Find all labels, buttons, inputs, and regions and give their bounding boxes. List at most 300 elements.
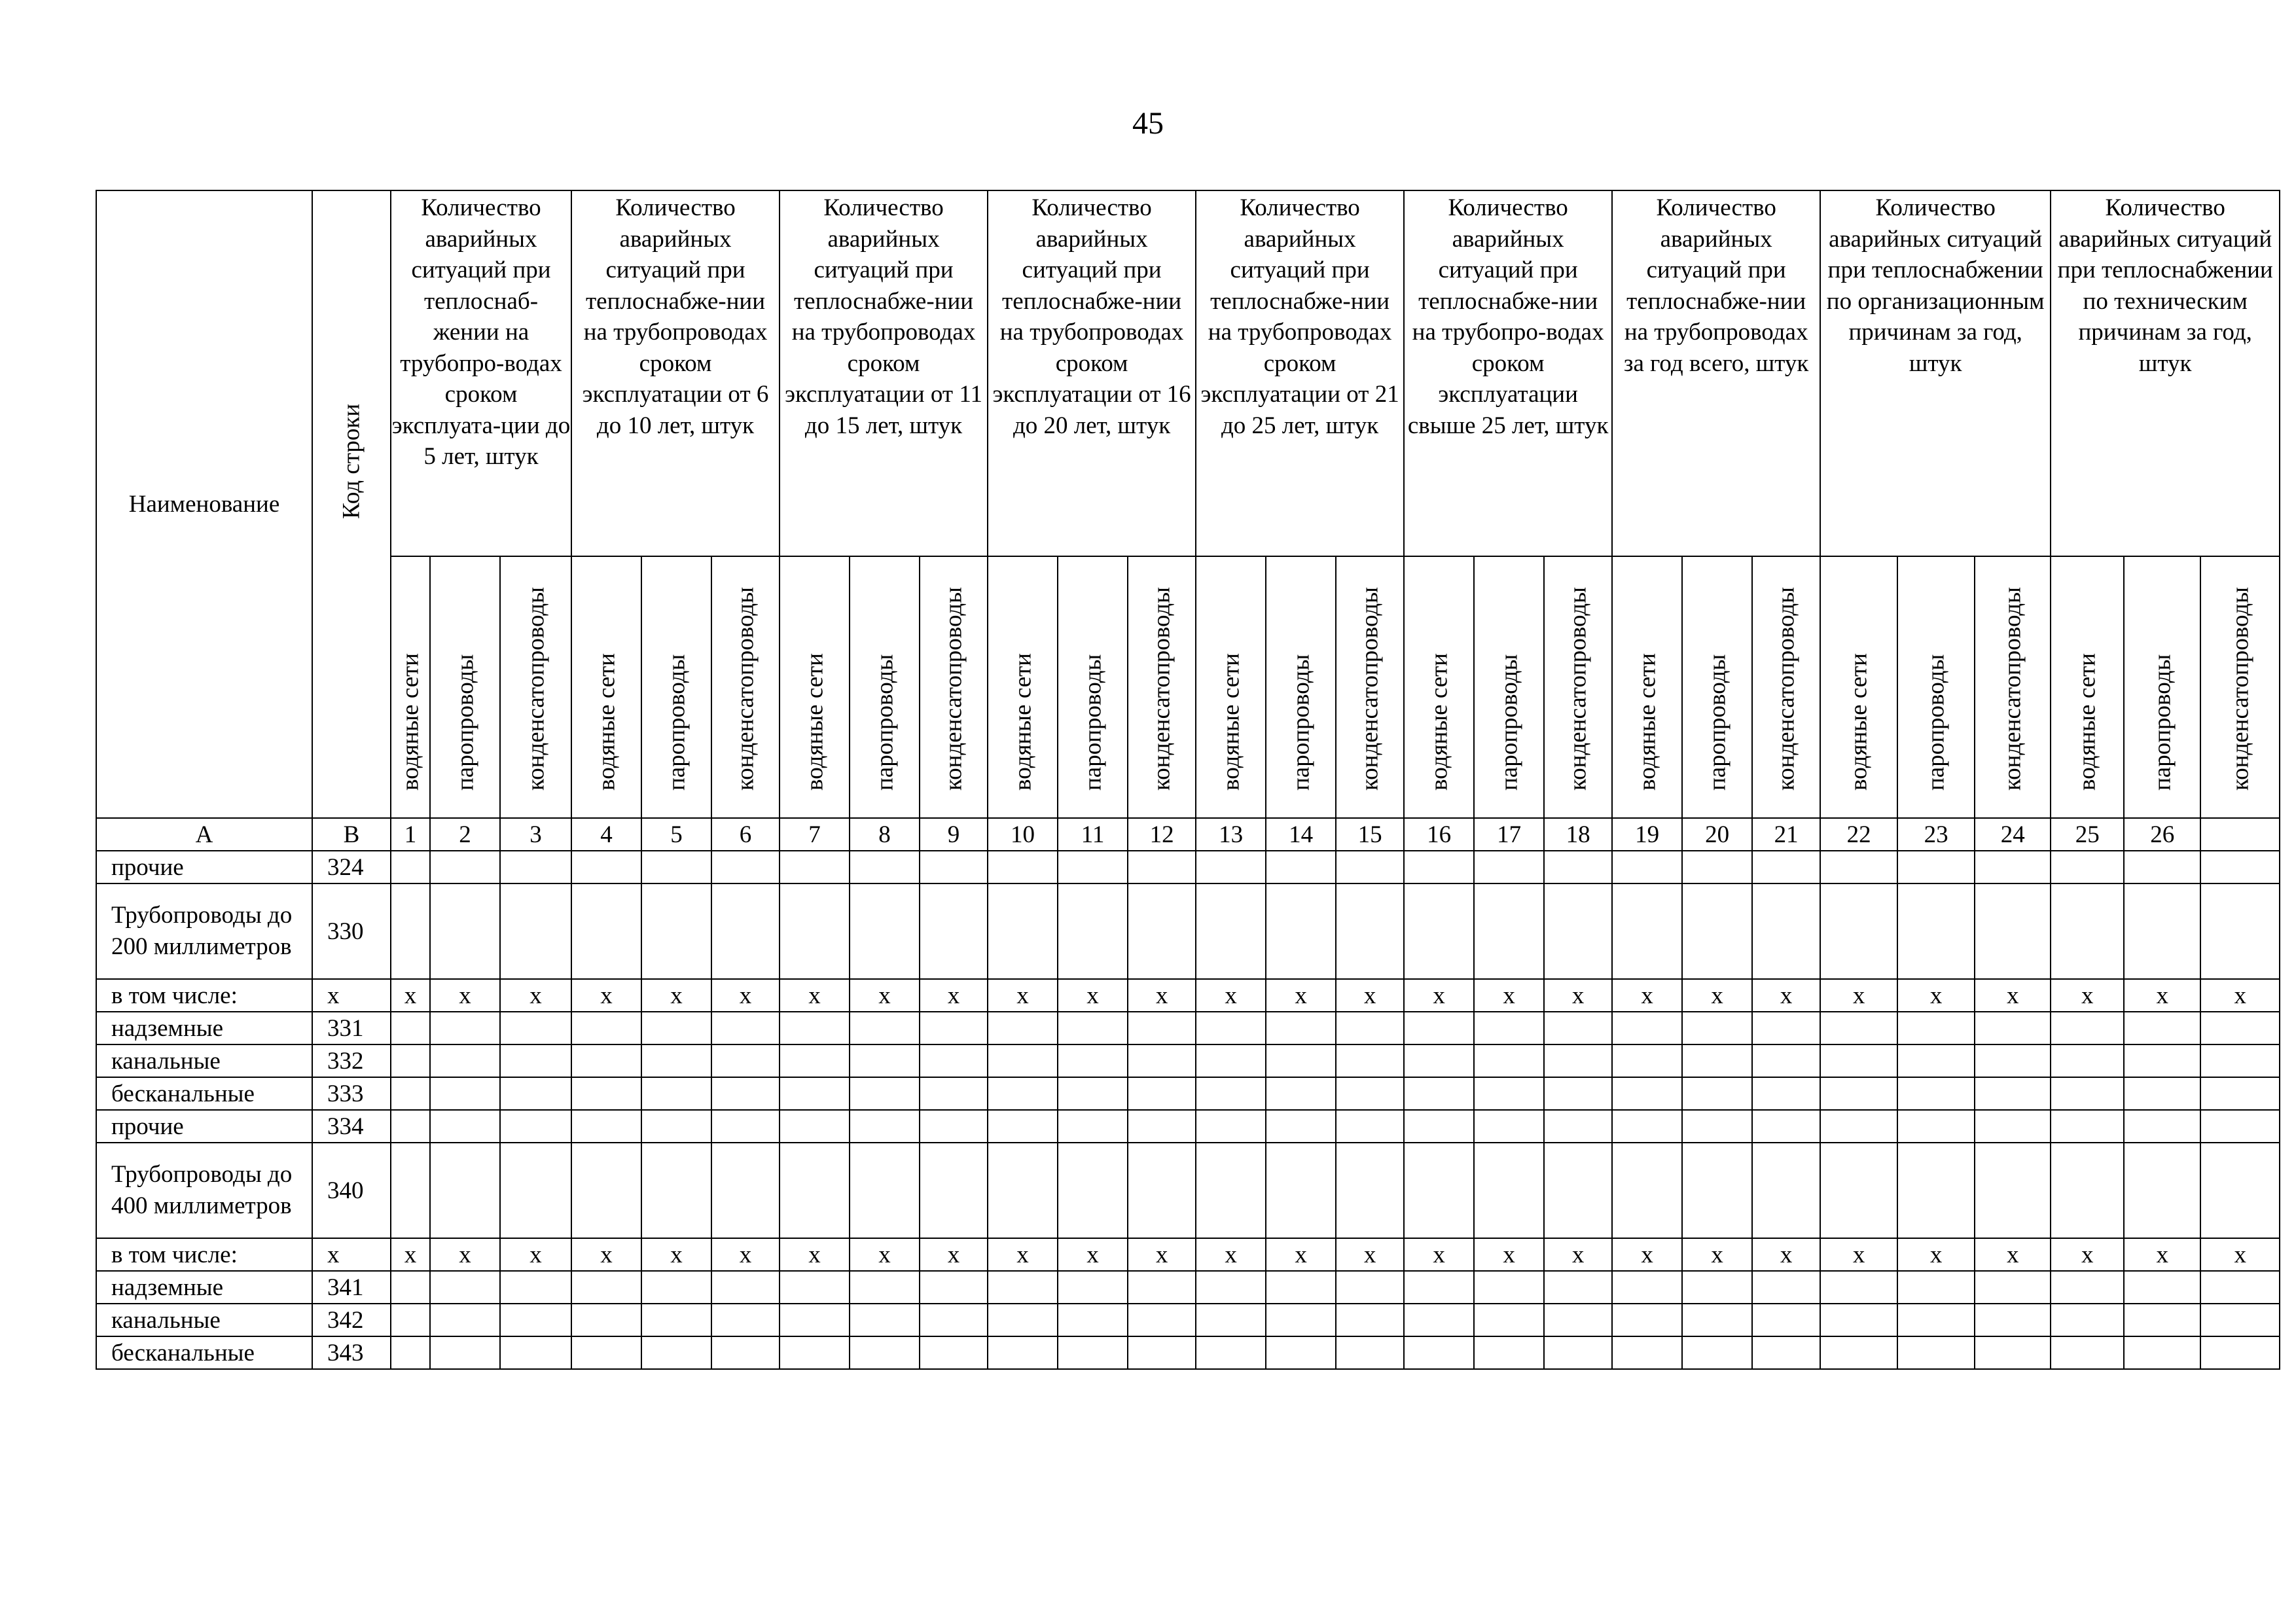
data-cell[interactable]: [1544, 1110, 1612, 1143]
data-cell[interactable]: [571, 1012, 641, 1044]
data-cell[interactable]: [1336, 1077, 1404, 1110]
data-cell[interactable]: [1544, 1143, 1612, 1238]
data-cell[interactable]: [500, 1271, 571, 1304]
data-cell[interactable]: [1820, 1143, 1897, 1238]
data-cell[interactable]: [1196, 1271, 1266, 1304]
data-cell[interactable]: [1897, 1304, 1975, 1336]
data-cell[interactable]: [780, 1044, 850, 1077]
data-cell[interactable]: [1266, 851, 1336, 883]
data-cell[interactable]: [391, 1304, 430, 1336]
data-cell[interactable]: х: [430, 1238, 500, 1271]
data-cell[interactable]: [711, 1044, 780, 1077]
data-cell[interactable]: х: [641, 1238, 711, 1271]
data-cell[interactable]: [391, 883, 430, 979]
data-cell[interactable]: [1474, 1044, 1544, 1077]
data-cell[interactable]: [711, 1077, 780, 1110]
data-cell[interactable]: х: [430, 979, 500, 1012]
data-cell[interactable]: [571, 1044, 641, 1077]
data-cell[interactable]: [641, 1336, 711, 1369]
data-cell[interactable]: [920, 1012, 988, 1044]
data-cell[interactable]: [1752, 1110, 1820, 1143]
data-cell[interactable]: [1336, 1012, 1404, 1044]
data-cell[interactable]: [920, 1336, 988, 1369]
data-cell[interactable]: [988, 883, 1058, 979]
data-cell[interactable]: [2200, 1012, 2280, 1044]
data-cell[interactable]: [430, 1110, 500, 1143]
data-cell[interactable]: х: [1128, 979, 1196, 1012]
data-cell[interactable]: [1336, 851, 1404, 883]
data-cell[interactable]: х: [571, 979, 641, 1012]
data-cell[interactable]: [430, 1044, 500, 1077]
data-cell[interactable]: [2124, 1304, 2200, 1336]
data-cell[interactable]: [1474, 1012, 1544, 1044]
data-cell[interactable]: [780, 1336, 850, 1369]
data-cell[interactable]: х: [641, 979, 711, 1012]
data-cell[interactable]: [1897, 1143, 1975, 1238]
data-cell[interactable]: [920, 851, 988, 883]
data-cell[interactable]: [1128, 883, 1196, 979]
data-cell[interactable]: х: [988, 979, 1058, 1012]
data-cell[interactable]: [920, 1044, 988, 1077]
data-cell[interactable]: [391, 1271, 430, 1304]
data-cell[interactable]: [1820, 1077, 1897, 1110]
data-cell[interactable]: [2124, 1044, 2200, 1077]
data-cell[interactable]: [571, 1271, 641, 1304]
data-cell[interactable]: [2200, 1271, 2280, 1304]
data-cell[interactable]: [1404, 1304, 1474, 1336]
data-cell[interactable]: [2200, 1143, 2280, 1238]
data-cell[interactable]: х: [500, 979, 571, 1012]
data-cell[interactable]: [1266, 1336, 1336, 1369]
data-cell[interactable]: х: [2124, 979, 2200, 1012]
data-cell[interactable]: [1820, 1012, 1897, 1044]
data-cell[interactable]: [430, 1304, 500, 1336]
data-cell[interactable]: [1404, 1077, 1474, 1110]
data-cell[interactable]: [1128, 1110, 1196, 1143]
data-cell[interactable]: [1820, 883, 1897, 979]
data-cell[interactable]: х: [988, 1238, 1058, 1271]
data-cell[interactable]: х: [1820, 979, 1897, 1012]
data-cell[interactable]: [850, 1304, 920, 1336]
data-cell[interactable]: [1128, 1271, 1196, 1304]
data-cell[interactable]: [920, 1143, 988, 1238]
data-cell[interactable]: [1266, 1110, 1336, 1143]
data-cell[interactable]: х: [1975, 1238, 2051, 1271]
data-cell[interactable]: [1612, 883, 1682, 979]
data-cell[interactable]: [1612, 1336, 1682, 1369]
data-cell[interactable]: х: [2051, 1238, 2124, 1271]
data-cell[interactable]: [1820, 1110, 1897, 1143]
data-cell[interactable]: [1682, 1143, 1752, 1238]
data-cell[interactable]: х: [1544, 1238, 1612, 1271]
data-cell[interactable]: х: [1897, 979, 1975, 1012]
data-cell[interactable]: [2051, 851, 2124, 883]
data-cell[interactable]: [430, 1336, 500, 1369]
data-cell[interactable]: [850, 1077, 920, 1110]
data-cell[interactable]: [850, 883, 920, 979]
data-cell[interactable]: [430, 851, 500, 883]
data-cell[interactable]: [1336, 1110, 1404, 1143]
data-cell[interactable]: [1474, 883, 1544, 979]
data-cell[interactable]: [850, 1271, 920, 1304]
data-cell[interactable]: [430, 883, 500, 979]
data-cell[interactable]: х: [2124, 1238, 2200, 1271]
data-cell[interactable]: [1404, 1271, 1474, 1304]
data-cell[interactable]: х: [2051, 979, 2124, 1012]
data-cell[interactable]: [2051, 1143, 2124, 1238]
data-cell[interactable]: [780, 1077, 850, 1110]
data-cell[interactable]: [711, 1271, 780, 1304]
data-cell[interactable]: [1612, 1304, 1682, 1336]
data-cell[interactable]: [2200, 851, 2280, 883]
data-cell[interactable]: [850, 1336, 920, 1369]
data-cell[interactable]: [2124, 1271, 2200, 1304]
data-cell[interactable]: [1196, 1012, 1266, 1044]
data-cell[interactable]: [1404, 851, 1474, 883]
data-cell[interactable]: [500, 1044, 571, 1077]
data-cell[interactable]: [1752, 1044, 1820, 1077]
data-cell[interactable]: [1196, 1110, 1266, 1143]
data-cell[interactable]: [500, 1336, 571, 1369]
data-cell[interactable]: [2200, 1110, 2280, 1143]
data-cell[interactable]: [1975, 1012, 2051, 1044]
data-cell[interactable]: х: [850, 979, 920, 1012]
data-cell[interactable]: [391, 1336, 430, 1369]
data-cell[interactable]: [1752, 1077, 1820, 1110]
data-cell[interactable]: [1682, 1110, 1752, 1143]
data-cell[interactable]: [1752, 1012, 1820, 1044]
data-cell[interactable]: [1752, 883, 1820, 979]
data-cell[interactable]: [1128, 851, 1196, 883]
data-cell[interactable]: [1058, 1336, 1128, 1369]
data-cell[interactable]: [920, 1271, 988, 1304]
data-cell[interactable]: [1336, 1143, 1404, 1238]
data-cell[interactable]: [2124, 883, 2200, 979]
data-cell[interactable]: [850, 1012, 920, 1044]
data-cell[interactable]: [1975, 1271, 2051, 1304]
data-cell[interactable]: [1336, 1044, 1404, 1077]
data-cell[interactable]: [641, 1271, 711, 1304]
data-cell[interactable]: х: [391, 979, 430, 1012]
data-cell[interactable]: х: [780, 979, 850, 1012]
data-cell[interactable]: х: [1474, 1238, 1544, 1271]
data-cell[interactable]: [988, 1143, 1058, 1238]
data-cell[interactable]: [1404, 883, 1474, 979]
data-cell[interactable]: х: [391, 1238, 430, 1271]
data-cell[interactable]: [1128, 1336, 1196, 1369]
data-cell[interactable]: [500, 1077, 571, 1110]
data-cell[interactable]: х: [711, 1238, 780, 1271]
data-cell[interactable]: [2124, 1143, 2200, 1238]
data-cell[interactable]: [1544, 1271, 1612, 1304]
data-cell[interactable]: [1128, 1304, 1196, 1336]
data-cell[interactable]: [571, 1077, 641, 1110]
data-cell[interactable]: [1474, 1143, 1544, 1238]
data-cell[interactable]: [1612, 1271, 1682, 1304]
data-cell[interactable]: [1897, 1044, 1975, 1077]
data-cell[interactable]: х: [1612, 1238, 1682, 1271]
data-cell[interactable]: [1820, 1044, 1897, 1077]
data-cell[interactable]: [2200, 883, 2280, 979]
data-cell[interactable]: [1474, 851, 1544, 883]
data-cell[interactable]: [2124, 1336, 2200, 1369]
data-cell[interactable]: х: [1196, 1238, 1266, 1271]
data-cell[interactable]: [500, 1143, 571, 1238]
data-cell[interactable]: [571, 883, 641, 979]
data-cell[interactable]: х: [1058, 1238, 1128, 1271]
data-cell[interactable]: [1474, 1077, 1544, 1110]
data-cell[interactable]: [1266, 883, 1336, 979]
data-cell[interactable]: [641, 1012, 711, 1044]
data-cell[interactable]: [2051, 1110, 2124, 1143]
data-cell[interactable]: [780, 1271, 850, 1304]
data-cell[interactable]: х: [1404, 979, 1474, 1012]
data-cell[interactable]: [641, 851, 711, 883]
data-cell[interactable]: [2200, 1077, 2280, 1110]
data-cell[interactable]: х: [1975, 979, 2051, 1012]
data-cell[interactable]: х: [1682, 979, 1752, 1012]
data-cell[interactable]: [1058, 1044, 1128, 1077]
data-cell[interactable]: [571, 1143, 641, 1238]
data-cell[interactable]: х: [1336, 979, 1404, 1012]
data-cell[interactable]: [1544, 1304, 1612, 1336]
data-cell[interactable]: х: [1820, 1238, 1897, 1271]
data-cell[interactable]: [1266, 1012, 1336, 1044]
data-cell[interactable]: [1612, 1044, 1682, 1077]
data-cell[interactable]: [430, 1143, 500, 1238]
data-cell[interactable]: [988, 1110, 1058, 1143]
data-cell[interactable]: [1897, 1336, 1975, 1369]
data-cell[interactable]: [391, 1110, 430, 1143]
data-cell[interactable]: [780, 1304, 850, 1336]
data-cell[interactable]: [1058, 1304, 1128, 1336]
data-cell[interactable]: [1820, 1336, 1897, 1369]
data-cell[interactable]: х: [1058, 979, 1128, 1012]
data-cell[interactable]: [2124, 1012, 2200, 1044]
data-cell[interactable]: [988, 851, 1058, 883]
data-cell[interactable]: [1752, 1143, 1820, 1238]
data-cell[interactable]: [1544, 851, 1612, 883]
data-cell[interactable]: [641, 883, 711, 979]
data-cell[interactable]: [850, 1143, 920, 1238]
data-cell[interactable]: [1058, 883, 1128, 979]
data-cell[interactable]: [1128, 1077, 1196, 1110]
data-cell[interactable]: [1058, 1110, 1128, 1143]
data-cell[interactable]: [1266, 1143, 1336, 1238]
data-cell[interactable]: х: [571, 1238, 641, 1271]
data-cell[interactable]: [1404, 1110, 1474, 1143]
data-cell[interactable]: х: [920, 1238, 988, 1271]
data-cell[interactable]: [1682, 1336, 1752, 1369]
data-cell[interactable]: х: [1474, 979, 1544, 1012]
data-cell[interactable]: х: [1128, 1238, 1196, 1271]
data-cell[interactable]: [641, 1143, 711, 1238]
data-cell[interactable]: [1058, 1143, 1128, 1238]
data-cell[interactable]: [1612, 851, 1682, 883]
data-cell[interactable]: [920, 1077, 988, 1110]
data-cell[interactable]: [1196, 1077, 1266, 1110]
data-cell[interactable]: [2051, 1336, 2124, 1369]
data-cell[interactable]: [1897, 883, 1975, 979]
data-cell[interactable]: [1058, 1077, 1128, 1110]
data-cell[interactable]: [391, 1012, 430, 1044]
data-cell[interactable]: [430, 1271, 500, 1304]
data-cell[interactable]: [1128, 1143, 1196, 1238]
data-cell[interactable]: [711, 851, 780, 883]
data-cell[interactable]: [391, 1143, 430, 1238]
data-cell[interactable]: [2051, 1012, 2124, 1044]
data-cell[interactable]: [780, 1012, 850, 1044]
data-cell[interactable]: [500, 1304, 571, 1336]
data-cell[interactable]: [1404, 1336, 1474, 1369]
data-cell[interactable]: [1474, 1304, 1544, 1336]
data-cell[interactable]: х: [920, 979, 988, 1012]
data-cell[interactable]: [2124, 851, 2200, 883]
data-cell[interactable]: [641, 1110, 711, 1143]
data-cell[interactable]: [1752, 1271, 1820, 1304]
data-cell[interactable]: [2051, 883, 2124, 979]
data-cell[interactable]: [500, 1012, 571, 1044]
data-cell[interactable]: х: [1682, 1238, 1752, 1271]
data-cell[interactable]: [920, 883, 988, 979]
data-cell[interactable]: [1196, 1336, 1266, 1369]
data-cell[interactable]: [430, 1077, 500, 1110]
data-cell[interactable]: [2051, 1077, 2124, 1110]
data-cell[interactable]: [1975, 1143, 2051, 1238]
data-cell[interactable]: [1336, 1271, 1404, 1304]
data-cell[interactable]: [1404, 1143, 1474, 1238]
data-cell[interactable]: [1336, 1336, 1404, 1369]
data-cell[interactable]: [641, 1044, 711, 1077]
data-cell[interactable]: [1474, 1336, 1544, 1369]
data-cell[interactable]: х: [1897, 1238, 1975, 1271]
data-cell[interactable]: [780, 851, 850, 883]
data-cell[interactable]: [1752, 1336, 1820, 1369]
data-cell[interactable]: х: [1404, 1238, 1474, 1271]
data-cell[interactable]: [711, 1143, 780, 1238]
data-cell[interactable]: [1058, 851, 1128, 883]
data-cell[interactable]: [1975, 1110, 2051, 1143]
data-cell[interactable]: [1612, 1143, 1682, 1238]
data-cell[interactable]: [2124, 1110, 2200, 1143]
data-cell[interactable]: х: [2200, 1238, 2280, 1271]
data-cell[interactable]: [500, 851, 571, 883]
data-cell[interactable]: [1544, 1336, 1612, 1369]
data-cell[interactable]: х: [780, 1238, 850, 1271]
data-cell[interactable]: [780, 1110, 850, 1143]
data-cell[interactable]: [1612, 1110, 1682, 1143]
data-cell[interactable]: [1682, 851, 1752, 883]
data-cell[interactable]: [1975, 1044, 2051, 1077]
data-cell[interactable]: [1975, 1336, 2051, 1369]
data-cell[interactable]: [1975, 1077, 2051, 1110]
data-cell[interactable]: [1975, 883, 2051, 979]
data-cell[interactable]: [988, 1077, 1058, 1110]
data-cell[interactable]: х: [1266, 979, 1336, 1012]
data-cell[interactable]: [2051, 1271, 2124, 1304]
data-cell[interactable]: [1058, 1271, 1128, 1304]
data-cell[interactable]: х: [850, 1238, 920, 1271]
data-cell[interactable]: [1897, 1110, 1975, 1143]
data-cell[interactable]: [1682, 1012, 1752, 1044]
data-cell[interactable]: [1682, 883, 1752, 979]
data-cell[interactable]: [780, 1143, 850, 1238]
data-cell[interactable]: [780, 883, 850, 979]
data-cell[interactable]: [920, 1304, 988, 1336]
data-cell[interactable]: [711, 1012, 780, 1044]
data-cell[interactable]: [430, 1012, 500, 1044]
data-cell[interactable]: [1544, 883, 1612, 979]
data-cell[interactable]: [2200, 1044, 2280, 1077]
data-cell[interactable]: [1897, 1271, 1975, 1304]
data-cell[interactable]: [1975, 1304, 2051, 1336]
data-cell[interactable]: [988, 1304, 1058, 1336]
data-cell[interactable]: [2051, 1304, 2124, 1336]
data-cell[interactable]: [711, 1336, 780, 1369]
data-cell[interactable]: [571, 1304, 641, 1336]
data-cell[interactable]: [1752, 851, 1820, 883]
data-cell[interactable]: [850, 1044, 920, 1077]
data-cell[interactable]: [1820, 1271, 1897, 1304]
data-cell[interactable]: [571, 1336, 641, 1369]
data-cell[interactable]: [1196, 851, 1266, 883]
data-cell[interactable]: [1612, 1077, 1682, 1110]
data-cell[interactable]: [500, 1110, 571, 1143]
data-cell[interactable]: х: [1752, 1238, 1820, 1271]
data-cell[interactable]: [1266, 1271, 1336, 1304]
data-cell[interactable]: [500, 883, 571, 979]
data-cell[interactable]: [1196, 883, 1266, 979]
data-cell[interactable]: [391, 1044, 430, 1077]
data-cell[interactable]: [1336, 883, 1404, 979]
data-cell[interactable]: [920, 1110, 988, 1143]
data-cell[interactable]: [1404, 1012, 1474, 1044]
data-cell[interactable]: [1404, 1044, 1474, 1077]
data-cell[interactable]: [2200, 1336, 2280, 1369]
data-cell[interactable]: х: [1612, 979, 1682, 1012]
data-cell[interactable]: х: [1196, 979, 1266, 1012]
data-cell[interactable]: [1897, 1012, 1975, 1044]
data-cell[interactable]: [2200, 1304, 2280, 1336]
data-cell[interactable]: [1897, 1077, 1975, 1110]
data-cell[interactable]: [1975, 851, 2051, 883]
data-cell[interactable]: [1544, 1077, 1612, 1110]
data-cell[interactable]: [1058, 1012, 1128, 1044]
data-cell[interactable]: [1196, 1044, 1266, 1077]
data-cell[interactable]: [711, 883, 780, 979]
data-cell[interactable]: [711, 1304, 780, 1336]
data-cell[interactable]: [1612, 1012, 1682, 1044]
data-cell[interactable]: [571, 1110, 641, 1143]
data-cell[interactable]: [988, 1044, 1058, 1077]
data-cell[interactable]: [1820, 1304, 1897, 1336]
data-cell[interactable]: [988, 1336, 1058, 1369]
data-cell[interactable]: [988, 1271, 1058, 1304]
data-cell[interactable]: [711, 1110, 780, 1143]
data-cell[interactable]: [1128, 1044, 1196, 1077]
data-cell[interactable]: [1196, 1304, 1266, 1336]
data-cell[interactable]: [1128, 1012, 1196, 1044]
data-cell[interactable]: [391, 851, 430, 883]
data-cell[interactable]: [850, 851, 920, 883]
data-cell[interactable]: [1474, 1271, 1544, 1304]
data-cell[interactable]: х: [711, 979, 780, 1012]
data-cell[interactable]: х: [1266, 1238, 1336, 1271]
data-cell[interactable]: [1544, 1044, 1612, 1077]
data-cell[interactable]: [571, 851, 641, 883]
data-cell[interactable]: [2124, 1077, 2200, 1110]
data-cell[interactable]: [641, 1304, 711, 1336]
